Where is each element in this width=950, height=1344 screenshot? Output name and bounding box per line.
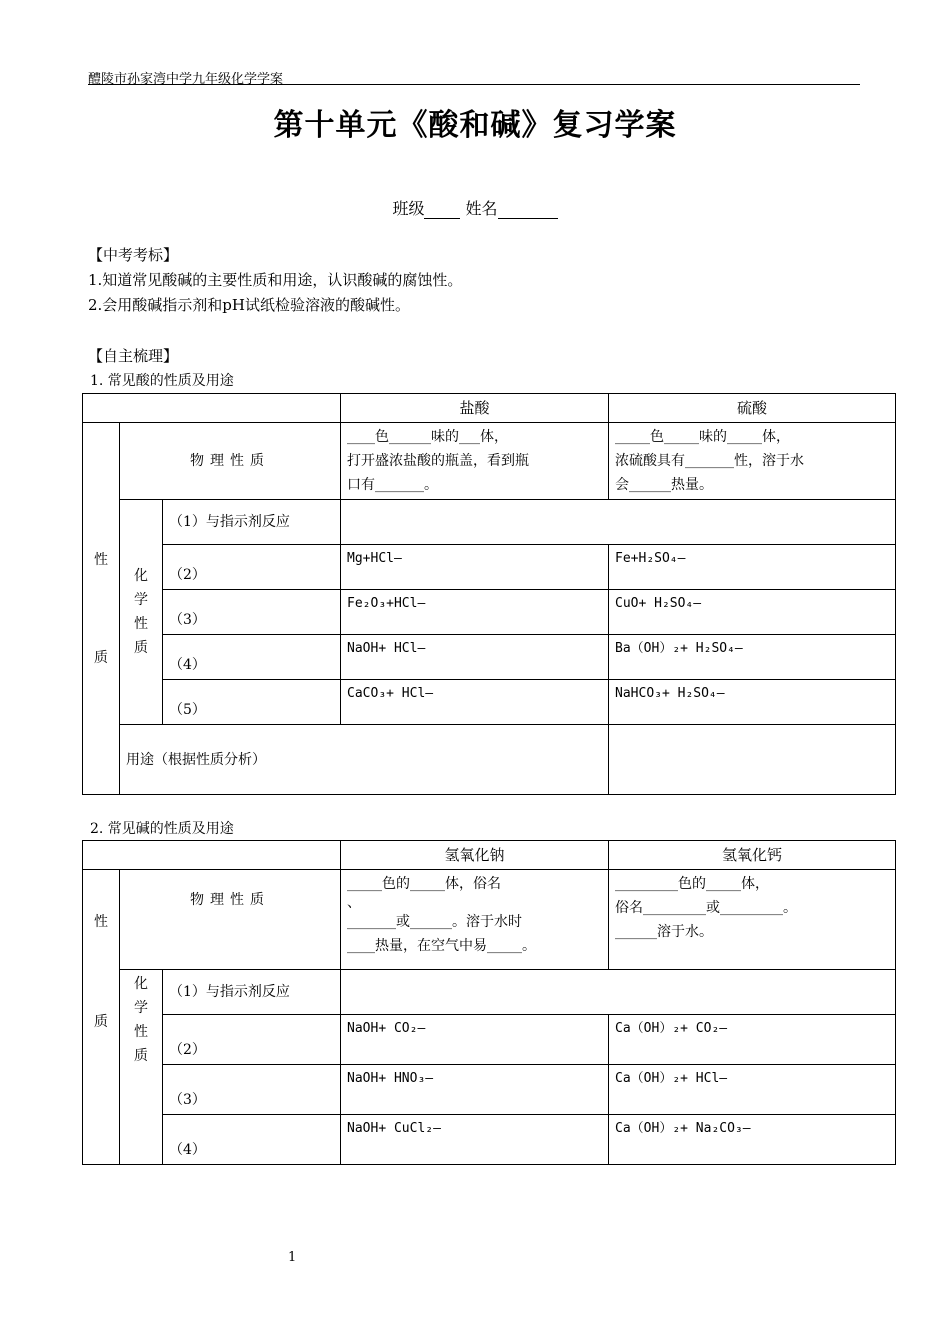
chemical-property-label bbox=[120, 500, 163, 725]
hcl-reaction-cell[interactable]: Mg+HCl— bbox=[341, 545, 609, 590]
property-char: 质 bbox=[94, 1014, 108, 1030]
hcl-physical-cell[interactable] bbox=[341, 423, 609, 500]
name-line bbox=[0, 196, 950, 219]
acid-table-corner bbox=[83, 394, 341, 423]
page-header-school: 醴陵市孙家湾中学九年级化学学案 bbox=[88, 72, 284, 87]
h2so4-reaction-cell[interactable]: CuO+ H₂SO₄— bbox=[609, 590, 896, 635]
class-label: 班级 bbox=[392, 199, 425, 218]
base-table-corner bbox=[83, 841, 341, 870]
chem-char: 学 bbox=[134, 592, 148, 608]
col-header-hcl: 盐酸 bbox=[341, 394, 609, 423]
base-table-caption: 2. 常见碱的性质及用途 bbox=[90, 821, 234, 837]
fill-line: 口有_______。 bbox=[347, 477, 439, 493]
indicator-reaction-cell[interactable] bbox=[341, 970, 896, 1015]
h2so4-physical-cell[interactable] bbox=[609, 423, 896, 500]
fill-line: 浓硫酸具有_______性，溶于水 bbox=[615, 453, 805, 469]
fill-line: ______溶于水。 bbox=[615, 924, 714, 940]
base-table bbox=[82, 840, 896, 1165]
exam-standards-heading: 【中考考标】 bbox=[88, 246, 179, 264]
fill-line: _______或______。溶于水时 bbox=[347, 914, 523, 930]
property-char: 质 bbox=[94, 649, 108, 666]
physical-property-label: 物理性质 bbox=[120, 423, 341, 500]
use-label: 用途（根据性质分析） bbox=[120, 725, 609, 795]
chem-char: 质 bbox=[134, 1048, 148, 1064]
fill-line: _____色的_____体，俗名 bbox=[347, 876, 502, 892]
caoh-physical-cell[interactable] bbox=[609, 870, 896, 970]
caoh-reaction-cell[interactable]: Ca（OH）₂+ HCl— bbox=[609, 1065, 896, 1115]
naoh-physical-cell[interactable] bbox=[341, 870, 609, 970]
reaction-label: （5） bbox=[163, 680, 341, 725]
property-char: 性 bbox=[94, 914, 108, 930]
reaction-label: （4） bbox=[163, 635, 341, 680]
name-blank[interactable] bbox=[498, 203, 558, 219]
chem-char: 性 bbox=[134, 1024, 148, 1040]
hcl-reaction-cell[interactable]: NaOH+ HCl— bbox=[341, 635, 609, 680]
chem-char: 学 bbox=[134, 1000, 148, 1016]
class-blank[interactable] bbox=[424, 203, 460, 219]
chem-char: 化 bbox=[134, 976, 148, 992]
header-rule bbox=[88, 84, 860, 85]
fill-line: _____色_____味的_____体， bbox=[615, 429, 791, 445]
exam-standard-item: 2.会用酸碱指示剂和pH试纸检验溶液的酸碱性。 bbox=[88, 296, 410, 314]
hcl-reaction-cell[interactable]: CaCO₃+ HCl— bbox=[341, 680, 609, 725]
exam-standard-item: 1.知道常见酸碱的主要性质和用途，认识酸碱的腐蚀性。 bbox=[88, 271, 463, 289]
reaction-label: （4） bbox=[163, 1115, 341, 1165]
col-header-caoh: 氢氧化钙 bbox=[609, 841, 896, 870]
naoh-reaction-cell[interactable]: NaOH+ CO₂— bbox=[341, 1015, 609, 1065]
h2so4-reaction-cell[interactable]: Ba（OH）₂+ H₂SO₄— bbox=[609, 635, 896, 680]
indicator-reaction-cell[interactable] bbox=[341, 500, 896, 545]
reaction-label: （2） bbox=[163, 545, 341, 590]
fill-line: ____热量，在空气中易_____。 bbox=[347, 938, 537, 954]
reaction-label: （3） bbox=[163, 590, 341, 635]
naoh-reaction-cell[interactable]: NaOH+ HNO₃— bbox=[341, 1065, 609, 1115]
hcl-reaction-cell[interactable]: Fe₂O₃+HCl— bbox=[341, 590, 609, 635]
reaction-label: （1）与指示剂反应 bbox=[163, 970, 341, 1015]
chemical-property-label bbox=[120, 970, 163, 1165]
physical-property-label: 物理性质 bbox=[120, 870, 341, 970]
property-label bbox=[83, 870, 120, 1165]
col-header-h2so4: 硫酸 bbox=[609, 394, 896, 423]
page-number: 1 bbox=[288, 1250, 297, 1265]
property-char: 性 bbox=[94, 551, 108, 568]
chem-char: 质 bbox=[134, 640, 148, 656]
chem-char: 性 bbox=[134, 616, 148, 632]
exam-standards bbox=[88, 243, 462, 318]
chem-char: 化 bbox=[134, 568, 148, 584]
fill-line: _________色的_____体， bbox=[615, 876, 770, 892]
name-label: 姓名 bbox=[465, 199, 498, 218]
h2so4-reaction-cell[interactable]: Fe+H₂SO₄— bbox=[609, 545, 896, 590]
reaction-label: （2） bbox=[163, 1015, 341, 1065]
property-label bbox=[83, 423, 120, 795]
fill-line: 俗名_________或_________。 bbox=[615, 900, 798, 916]
caoh-reaction-cell[interactable]: Ca（OH）₂+ CO₂— bbox=[609, 1015, 896, 1065]
caoh-reaction-cell[interactable]: Ca（OH）₂+ Na₂CO₃— bbox=[609, 1115, 896, 1165]
hcl-use-cell[interactable] bbox=[609, 725, 896, 795]
reaction-label: （1）与指示剂反应 bbox=[163, 500, 341, 545]
page-title: 第十单元《酸和碱》复习学案 bbox=[273, 108, 677, 143]
reaction-label: （3） bbox=[163, 1065, 341, 1115]
acid-table-caption: 1. 常见酸的性质及用途 bbox=[90, 373, 234, 389]
h2so4-reaction-cell[interactable]: NaHCO₃+ H₂SO₄— bbox=[609, 680, 896, 725]
fill-line: 打开盛浓盐酸的瓶盖，看到瓶 bbox=[347, 453, 530, 469]
self-study-heading: 【自主梳理】 bbox=[88, 347, 179, 365]
acid-table bbox=[82, 393, 896, 795]
naoh-reaction-cell[interactable]: NaOH+ CuCl₂— bbox=[341, 1115, 609, 1165]
fill-line: ____色______味的___体， bbox=[347, 429, 509, 445]
fill-line: 会______热量。 bbox=[615, 477, 714, 493]
fill-line: 、 bbox=[347, 895, 362, 911]
col-header-naoh: 氢氧化钠 bbox=[341, 841, 609, 870]
